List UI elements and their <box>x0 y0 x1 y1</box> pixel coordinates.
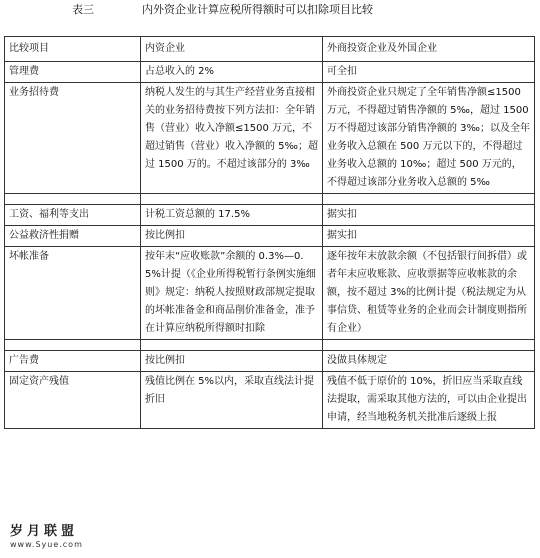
comparison-table <box>4 36 535 429</box>
cell-item: 固定资产残值 <box>5 372 141 429</box>
watermark-url: www.Syue.com <box>10 540 83 549</box>
cell-foreign: 外商投资企业只规定了全年销售净额≤1500 万元，不得超过销售净额的 5‰，超过 1500 万不得超过该部分销售净额的 3‰；以及全年业务收入总额在 500 万元以下的，不得超过业务收入总额的 10‰；超过 500 万元的，不得超过该部分业务收入总额的 5‰ <box>323 83 535 194</box>
header-domestic: 内资企业 <box>141 37 323 62</box>
cell-item: 业务招待费 <box>5 83 141 194</box>
cell-foreign: 可全扣 <box>323 62 535 83</box>
table-row-entertainment <box>5 83 535 194</box>
cell-item: 公益救济性捐赠 <box>5 226 141 247</box>
cell-domestic: 计税工资总额的 17.5% <box>141 205 323 226</box>
cell-item: 广告费 <box>5 351 141 372</box>
cell-foreign: 据实扣 <box>323 205 535 226</box>
header-item: 比较项目 <box>5 37 141 62</box>
watermark-logo: 岁月联盟 <box>10 524 79 539</box>
table-row-management-fee <box>5 62 535 83</box>
table-row-advertising <box>5 351 535 372</box>
cell-domestic: 按比例扣 <box>141 351 323 372</box>
cell-domestic: 按年末“应收账款”余额的 0.3%—0.5%计提（《企业所得税暂行条例实施细则》规定：纳税人按照财政部规定提取的坏帐准备金和商品削价准备金，准予在计算应纳税所得额时扣除 <box>141 247 323 340</box>
cell-foreign: 残值不低于原价的 10%，折旧应当采取直线法提取，需采取其他方法的，可以由企业提出申请，经当地税务机关批准后逐级上报 <box>323 372 535 429</box>
table-title: 内外资企业计算应税所得额时可以扣除项目比较 <box>142 3 373 16</box>
table-row-wages <box>5 205 535 226</box>
cell-domestic: 占总收入的 2% <box>141 62 323 83</box>
spacer-row <box>5 194 535 205</box>
table-row-donation <box>5 226 535 247</box>
table-label: 表三 <box>72 3 94 16</box>
cell-item: 坏帐准备 <box>5 247 141 340</box>
cell-foreign: 逐年按年末放款余额（不包括银行间拆借）或者年末应收账款、应收票据等应收帐款的余额，按不超过 3%的比例计提（税法规定为从事信贷、租赁等业务的企业而会计制度则指所有企业） <box>323 247 535 340</box>
cell-item: 管理费 <box>5 62 141 83</box>
cell-domestic: 纳税人发生的与其生产经营业务直接相关的业务招待费按下列方法扣：全年销售（营业）收入净额≤1500 万元，不超过销售（营业）收入净额的 5‰；超过 1500 万的。不超过该部分的 3‰ <box>141 83 323 194</box>
cell-item: 工资、福利等支出 <box>5 205 141 226</box>
header-foreign: 外商投资企业及外国企业 <box>323 37 535 62</box>
cell-domestic: 残值比例在 5%以内，采取直线法计提折旧 <box>141 372 323 429</box>
cell-domestic: 按比例扣 <box>141 226 323 247</box>
table-row-residual-value <box>5 372 535 429</box>
cell-foreign: 据实扣 <box>323 226 535 247</box>
header-row <box>5 37 535 62</box>
table-caption <box>0 0 540 28</box>
cell-foreign: 没做具体规定 <box>323 351 535 372</box>
table-row-bad-debt <box>5 247 535 340</box>
spacer-row <box>5 340 535 351</box>
